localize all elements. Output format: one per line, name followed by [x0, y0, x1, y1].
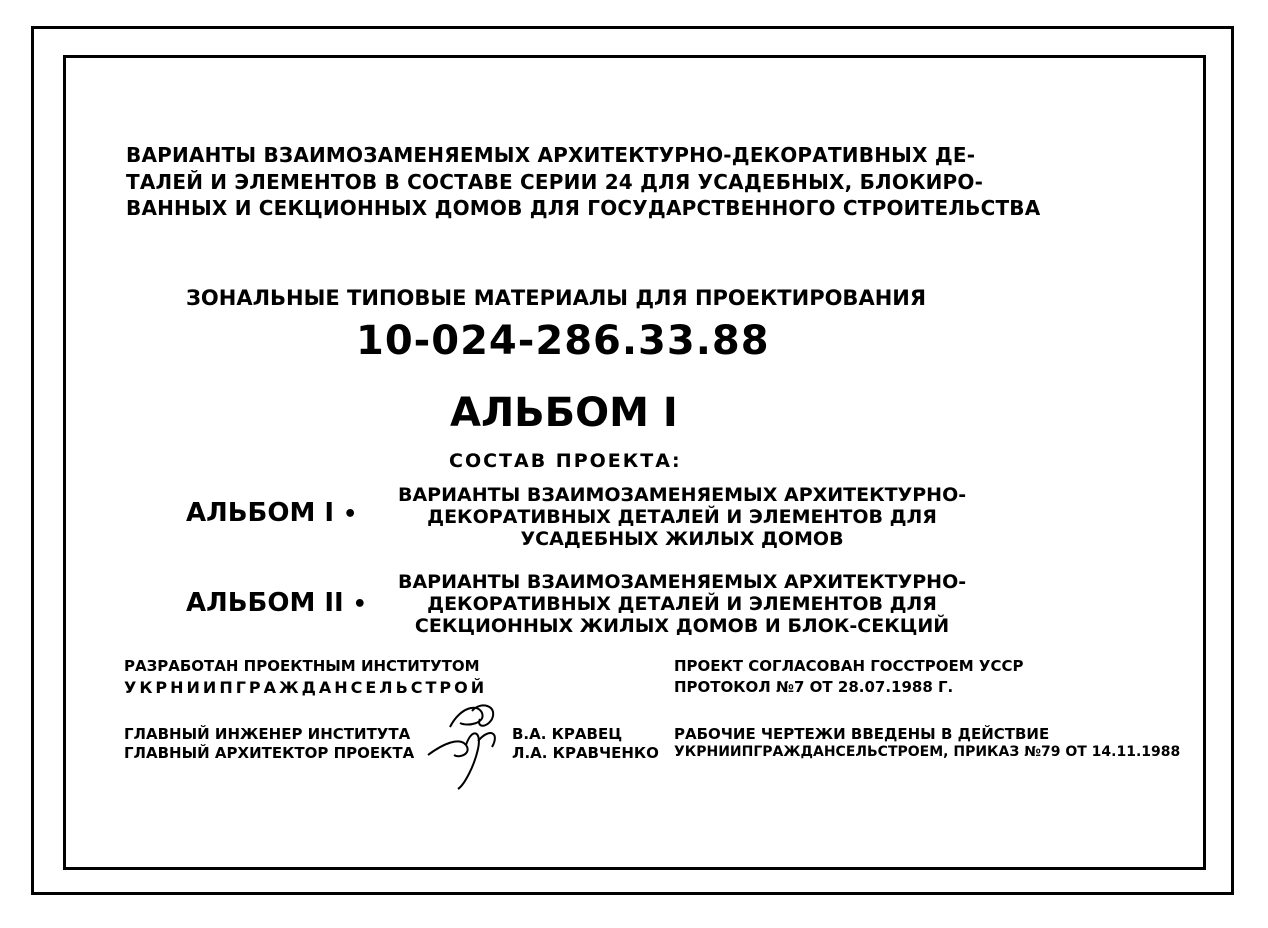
approval-line-2: ПРОТОКОЛ №7 ОТ 28.07.1988 Г. [674, 678, 954, 696]
zonal-materials-title: ЗОНАЛЬНЫЕ ТИПОВЫЕ МАТЕРИАЛЫ ДЛЯ ПРОЕКТИРОВАНИЯ [186, 286, 927, 310]
header-line-1: ВАРИАНТЫ ВЗАИМОЗАМЕНЯЕМЫХ АРХИТЕКТУРНО-ДЕКОРАТИВНЫХ ДЕ- [126, 143, 976, 167]
album-1-desc-line-2: ДЕКОРАТИВНЫХ ДЕТАЛЕЙ И ЭЛЕМЕНТОВ ДЛЯ [427, 506, 937, 528]
album-1-description [398, 484, 966, 550]
approval-line-1: ПРОЕКТ СОГЛАСОВАН ГОССТРОЕМ УССР [674, 657, 1024, 675]
album-2-label [186, 588, 367, 618]
album-2-label-text: АЛЬБОМ II [186, 588, 344, 618]
chief-architect-name: Л.А. КРАВЧЕНКО [512, 744, 659, 762]
album-1-label [186, 498, 357, 528]
composition-title: СОСТАВ ПРОЕКТА: [449, 450, 682, 472]
album-2-description [398, 571, 966, 637]
album-2-bullet: • [352, 592, 367, 617]
document-code: 10-024-286.33.88 [356, 318, 770, 364]
album-title: АЛЬБОМ I [450, 390, 678, 436]
album-1-desc-line-3: УСАДЕБНЫХ ЖИЛЫХ ДОМОВ [520, 528, 844, 550]
album-2-desc-line-3: СЕКЦИОННЫХ ЖИЛЫХ ДОМОВ И БЛОК-СЕКЦИЙ [414, 615, 950, 637]
header-line-3: ВАННЫХ И СЕКЦИОННЫХ ДОМОВ ДЛЯ ГОСУДАРСТВЕННОГО СТРОИТЕЛЬСТВА [126, 196, 1041, 220]
header-line-2: ТАЛЕЙ И ЭЛЕМЕНТОВ В СОСТАВЕ СЕРИИ 24 ДЛЯ УСАДЕБНЫХ, БЛОКИРО- [126, 170, 984, 194]
enactment-line-1: РАБОЧИЕ ЧЕРТЕЖИ ВВЕДЕНЫ В ДЕЙСТВИЕ [674, 725, 1050, 743]
enactment-line-2: УКРНИИПГРАЖДАНСЕЛЬСТРОЕМ, ПРИКАЗ №79 ОТ 14.11.1988 [674, 744, 1181, 760]
chief-architect-label: ГЛАВНЫЙ АРХИТЕКТОР ПРОЕКТА [124, 744, 415, 762]
album-1-label-text: АЛЬБОМ I [186, 498, 335, 528]
album-2-desc-line-1: ВАРИАНТЫ ВЗАИМОЗАМЕНЯЕМЫХ АРХИТЕКТУРНО- [398, 571, 967, 593]
chief-engineer-name: В.А. КРАВЕЦ [512, 725, 623, 743]
institute-name: УКРНИИПГРАЖДАНСЕЛЬСТРОЙ [124, 678, 488, 697]
developed-by: РАЗРАБОТАН ПРОЕКТНЫМ ИНСТИТУТОМ [124, 657, 480, 675]
signatures-image [420, 697, 515, 792]
album-1-bullet: • [343, 502, 358, 527]
chief-engineer-label: ГЛАВНЫЙ ИНЖЕНЕР ИНСТИТУТА [124, 725, 411, 743]
album-1-desc-line-1: ВАРИАНТЫ ВЗАИМОЗАМЕНЯЕМЫХ АРХИТЕКТУРНО- [398, 484, 967, 506]
album-2-desc-line-2: ДЕКОРАТИВНЫХ ДЕТАЛЕЙ И ЭЛЕМЕНТОВ ДЛЯ [427, 593, 937, 615]
